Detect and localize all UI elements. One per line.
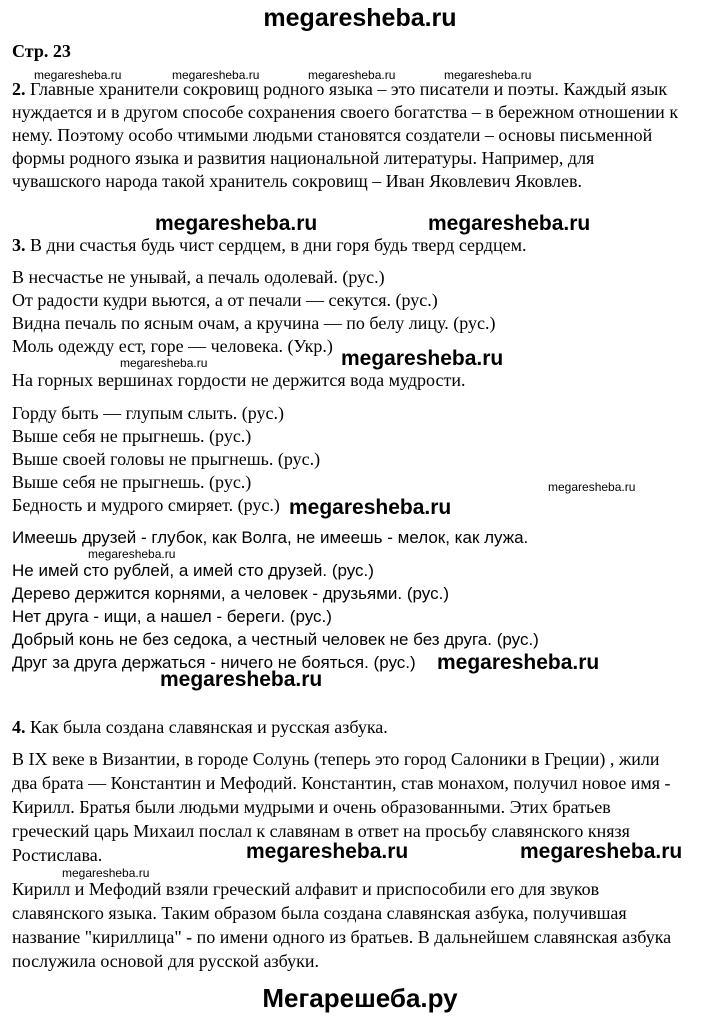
page-label: Стр. 23 — [12, 41, 71, 61]
watermark-big: megaresheba.ru — [520, 840, 683, 863]
task4-question: Как была создана славянская и русская азбука. — [30, 717, 388, 737]
proverb-line: Моль одежду ест, горе — человека. (Укр.) — [12, 336, 333, 356]
proverb-line: Выше себя не прыгнешь. (рус.) — [12, 472, 252, 492]
task2-line: Главные хранители сокровищ родного языка – это писатели и поэты. Каждый язык — [30, 79, 668, 99]
task4-line: Кирилл. Братья были людьми мудрыми и очень образованными. Этих братьев — [12, 797, 611, 817]
proverb-line: Видна печаль по ясным очам, а кручина — по белу лицу. (рус.) — [12, 313, 496, 333]
proverb-line: От радости кудри вьются, а от печали — секутся. (рус.) — [12, 290, 438, 310]
proverb-line: Нет друга - ищи, а нашел - береги. (рус.) — [12, 607, 332, 626]
proverb-line: Выше своей головы не прыгнешь. (рус.) — [12, 449, 321, 469]
task3-intro: В дни счастья будь чист сердцем, в дни горя будь тверд сердцем. — [30, 235, 527, 255]
task4-line: два брата — Константин и Мефодий. Константин, став монахом, получил новое имя - — [12, 773, 671, 793]
footer-brand: Мегарешеба.ру — [262, 983, 458, 1013]
proverb-line: Добрый конь не без седока, а честный человек не без друга. (рус.) — [12, 630, 539, 649]
task2-line: нуждается и в другом способе сохранения своего богатства – в бережном отношении к — [12, 102, 679, 122]
watermark-big: megaresheba.ru — [246, 840, 409, 863]
watermark-big: megaresheba.ru — [289, 496, 452, 519]
task3-number: 3. — [12, 235, 26, 255]
task4-line: название "кириллица" - по имени одного из братьев. В дальнейшем славянская азбука — [12, 927, 672, 947]
proverb-line: Выше себя не прыгнешь. (рус.) — [12, 426, 252, 446]
task4-line: Ростислава. — [12, 845, 103, 865]
proverb-line: Бедность и мудрого смиряет. (рус.) — [12, 495, 280, 515]
proverb-line: Имеешь друзей - глубок, как Волга, не имеешь - мелок, как лужа. — [12, 528, 529, 547]
watermark-small: megaresheba.ru — [34, 68, 122, 82]
proverb-line: В несчастье не унывай, а печаль одолевай. (рус.) — [12, 267, 385, 287]
watermark-big: megaresheba.ru — [155, 212, 318, 235]
task2-line: нему. Поэтому особо чтимыми людьми становятся создатели – основы письменной — [12, 125, 653, 145]
watermark-small: megaresheba.ru — [548, 480, 636, 494]
watermark-big: megaresheba.ru — [341, 347, 504, 370]
watermark-big: megaresheba.ru — [428, 212, 591, 235]
proverb-line: На горных вершинах гордости не держится вода мудрости. — [12, 370, 466, 390]
watermark-small: megaresheba.ru — [88, 547, 176, 561]
watermark-small: megaresheba.ru — [172, 68, 260, 82]
watermark-big: megaresheba.ru — [160, 668, 323, 691]
watermark-big: megaresheba.ru — [437, 651, 600, 674]
task4-line: Кирилл и Мефодий взяли греческий алфавит и приспособили его для звуков — [12, 879, 600, 899]
proverb-line: Дерево держится корнями, а человек - друзьями. (рус.) — [12, 584, 449, 603]
task4-line: греческий царь Михаил послал к славянам в ответ на просьбу славянского князя — [12, 821, 630, 841]
watermark-small: megaresheba.ru — [120, 356, 208, 370]
watermark-small: megaresheba.ru — [444, 68, 532, 82]
proverb-line: Не имей сто рублей, а имей сто друзей. (рус.) — [12, 561, 374, 580]
task4-line: послужила основой для русской азбуки. — [12, 951, 320, 971]
task2-number: 2. — [12, 79, 26, 99]
task4-number: 4. — [12, 717, 26, 737]
proverb-line: Горду быть — глупым слыть. (рус.) — [12, 403, 285, 423]
task2-line: чувашского народа такой хранитель сокровищ – Иван Яковлевич Яковлев. — [12, 171, 582, 191]
watermark-small: megaresheba.ru — [62, 866, 150, 880]
task4-line: В IX веке в Византии, в городе Солунь (теперь это город Салоники в Греции) , жили — [12, 749, 660, 769]
site-title: megaresheba.ru — [263, 4, 457, 32]
watermark-small: megaresheba.ru — [308, 68, 396, 82]
task2-line: формы родного языка и развития национальной литературы. Например, для — [12, 148, 595, 168]
proverb-line: Друг за друга держаться - ничего не бояться. (рус.) — [12, 653, 416, 672]
task4-line: славянского языка. Таким образом была создана славянская азбука, получившая — [12, 903, 627, 923]
